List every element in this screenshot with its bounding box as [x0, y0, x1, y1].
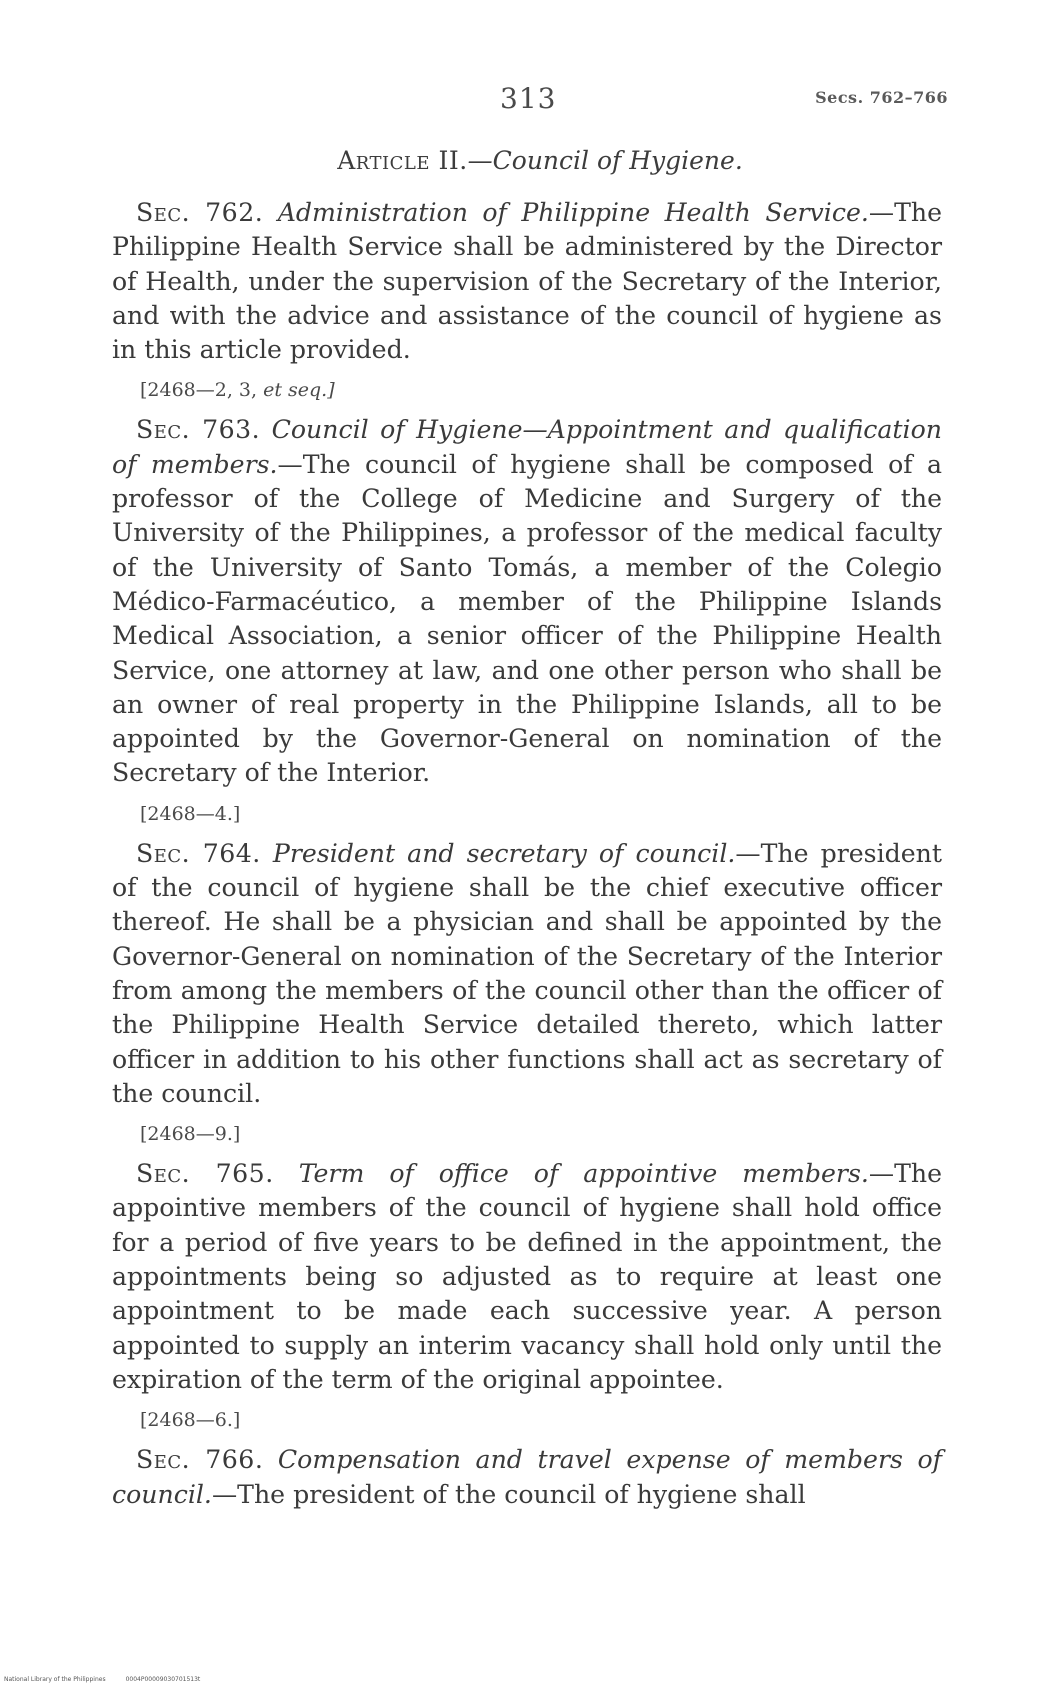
citation-763: [2468—4.] — [140, 802, 241, 825]
section-text: —The appointive members of the council of hygiene shall hold office for a period of five years to be defined in the appointment, the appointments being so adjusted as to require at least one appointment to be made each successive year. A person appointed to supply an interim vacancy shall hold only until the expiration of the term of the original appointee. — [112, 1159, 943, 1394]
section-title: Compensation and travel expense of members of council. — [112, 1445, 942, 1509]
section-title: Council of Hygiene—Appointment and qualification of members. — [112, 415, 942, 479]
document-body — [112, 196, 942, 1512]
section-range-header: Secs. 762–766 — [815, 88, 948, 107]
section-762 — [112, 196, 942, 367]
section-text: —The president of the council of hygiene shall — [211, 1479, 806, 1509]
section-label: Sec. 765. — [136, 1159, 274, 1189]
section-text: —The president of the council of hygiene shall be the chief executive officer thereof. He shall be a physician and shall be appointed by the Governor-General on nomination of the Secretary of the Interior from among the members of the council other than the officer of the Philippine Health Service detailed thereto, which latter officer in addition to his other functions shall act as secretary of the council. — [112, 838, 942, 1108]
page-number: 313 — [500, 82, 557, 115]
section-text: —The council of hygiene shall be composed of a professor of the College of Medicine and Surgery of the University of the Philippines, a professor of the medical faculty of the University of Santo Tomás, a member of the Colegio Médico-Farmacéutico, a member of the Philippine Islands Medical Association, a senior officer of the Philippine Health Service, one attorney at law, and one other person who shall be an owner of real property in the Philippine Islands, all to be appointed by the Governor-General on nomination of the Secretary of the Interior. — [112, 449, 942, 788]
article-title: —Council of Hygiene. — [467, 146, 743, 175]
section-label: Sec. 762. — [136, 198, 264, 227]
section-label: Sec. 763. — [136, 415, 261, 445]
section-763 — [112, 413, 942, 790]
section-label: Sec. 766. — [136, 1445, 264, 1475]
citation-text: [2468—2, 3, — [140, 379, 258, 402]
section-766 — [112, 1443, 942, 1512]
citation-text-italic: et seq.] — [263, 379, 335, 402]
library-credit: National Library of the Philippines — [4, 1676, 106, 1683]
section-title: President and secretary of council. — [272, 838, 736, 868]
section-text: —The Philippine Health Service shall be administered by the Director of Health, under the supervision of the Secretary of the Interior, and with the advice and assistance of the council of hygiene as in this article provided. — [112, 198, 942, 365]
citation-764: [2468—9.] — [140, 1123, 241, 1146]
section-764 — [112, 837, 942, 1111]
scan-footer — [4, 1676, 220, 1683]
section-title: Administration of Philippine Health Service. — [277, 198, 869, 227]
article-heading — [0, 146, 1060, 175]
section-label: Sec. 764. — [136, 838, 261, 868]
citation-765: [2468—6.] — [140, 1409, 241, 1432]
citation-762 — [112, 373, 942, 407]
section-765 — [112, 1157, 942, 1397]
scan-id: 0004P00009030701513t — [125, 1676, 201, 1683]
article-label: Article II. — [337, 146, 468, 175]
section-title: Term of office of appointive members. — [298, 1159, 869, 1189]
